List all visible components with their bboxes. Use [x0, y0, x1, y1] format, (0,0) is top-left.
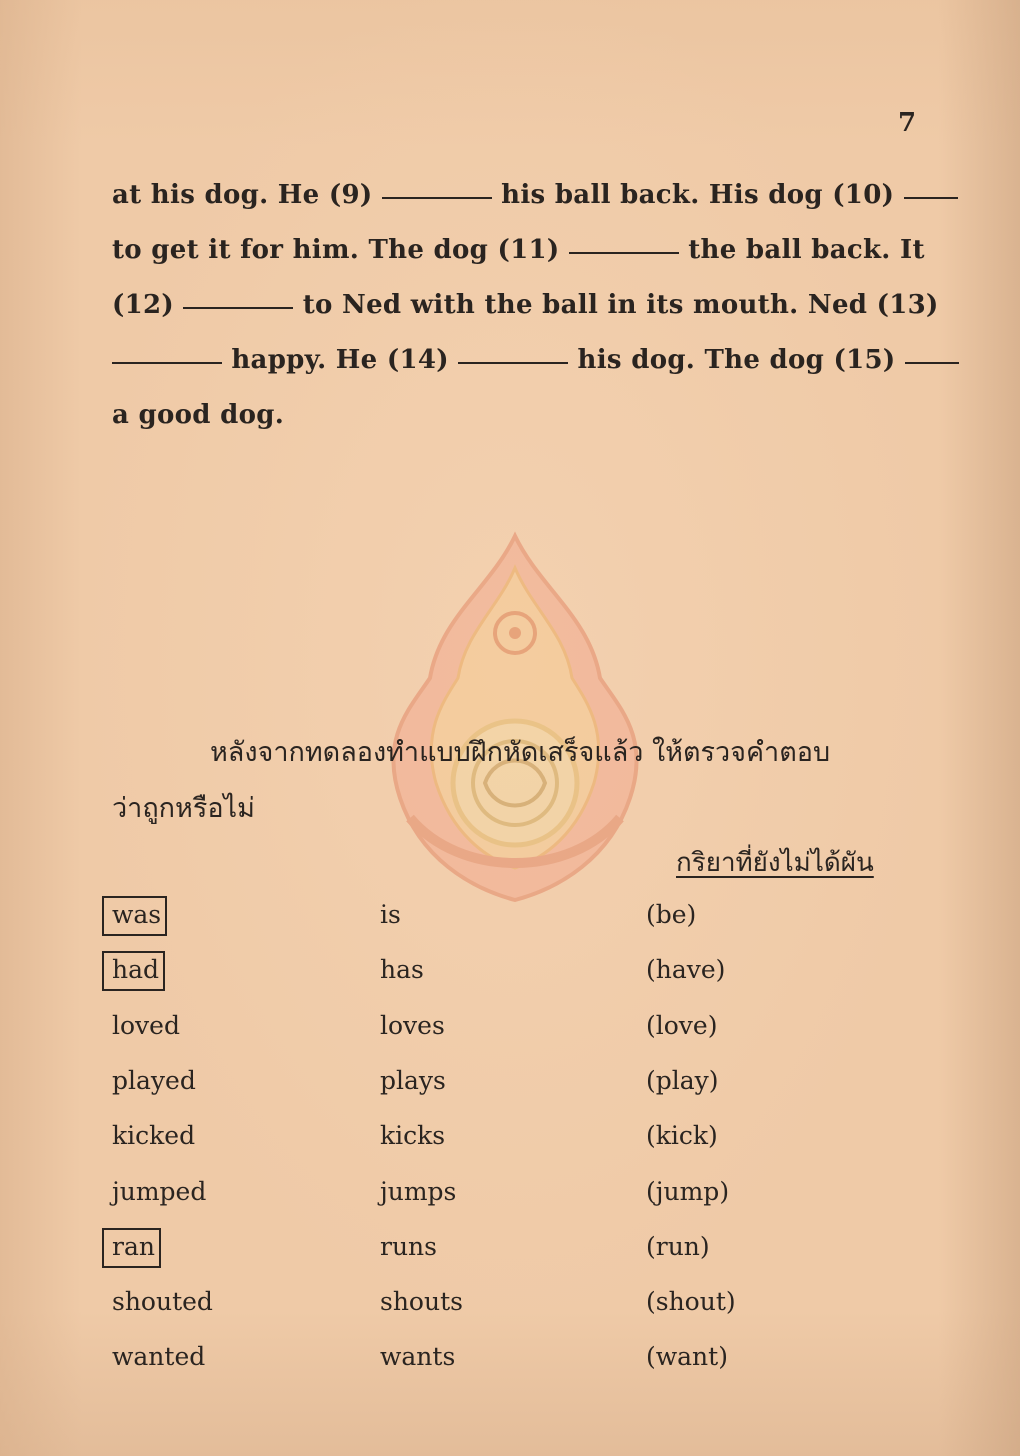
answer-blank-10	[904, 196, 958, 199]
present-tense: wants	[380, 1342, 456, 1371]
base-form: (love)	[646, 1011, 718, 1040]
answer-blank-11	[569, 251, 679, 254]
paragraph-line-3	[112, 290, 939, 320]
past-tense: jumped	[112, 1177, 207, 1206]
verb-row	[0, 1287, 1020, 1327]
base-verb-column-heading: กริยาที่ยังไม่ได้ผัน	[676, 848, 874, 878]
paragraph-text: (12)	[112, 290, 184, 320]
verb-row	[0, 1121, 1020, 1161]
instruction-line-1: หลังจากทดลองทำแบบฝึกหัดเสร็จแล้ว ให้ตรวจคำตอบ	[210, 737, 831, 768]
past-tense: played	[112, 1066, 196, 1095]
present-tense: shouts	[380, 1287, 463, 1316]
present-tense: runs	[380, 1232, 437, 1261]
answer-blank-13	[112, 361, 222, 364]
page-number: 7	[898, 108, 917, 138]
verb-row	[0, 1232, 1020, 1272]
instruction-line-2: ว่าถูกหรือไม่	[112, 793, 255, 824]
answer-blank-14	[458, 361, 568, 364]
paragraph-text: happy. He (14)	[222, 345, 459, 375]
base-form: (jump)	[646, 1177, 730, 1206]
present-tense: has	[380, 955, 424, 984]
paragraph-text: to get it for him. The dog (11)	[112, 235, 569, 265]
past-tense-boxed: was	[102, 896, 167, 936]
present-tense: kicks	[380, 1121, 446, 1150]
answer-blank-9	[382, 196, 492, 199]
verb-row	[0, 955, 1020, 995]
verb-row	[0, 1011, 1020, 1051]
base-form: (shout)	[646, 1287, 736, 1316]
answer-blank-15	[905, 361, 959, 364]
past-tense: shouted	[112, 1287, 213, 1316]
past-tense: wanted	[112, 1342, 206, 1371]
verb-row	[0, 1177, 1020, 1217]
paragraph-line-1	[112, 180, 914, 210]
present-tense: loves	[380, 1011, 445, 1040]
past-tense: kicked	[112, 1121, 196, 1150]
past-tense-boxed: ran	[102, 1228, 161, 1268]
paragraph-text: to Ned with the ball in its mouth. Ned (13)	[293, 290, 939, 320]
paragraph-line-4	[112, 345, 914, 375]
present-tense: is	[380, 900, 401, 929]
verb-row	[0, 1342, 1020, 1382]
base-form: (run)	[646, 1232, 710, 1261]
verb-row	[0, 900, 1020, 940]
base-form: (want)	[646, 1342, 728, 1371]
paragraph-line-2	[112, 235, 925, 265]
base-form: (kick)	[646, 1121, 718, 1150]
base-form: (play)	[646, 1066, 719, 1095]
paragraph-line-5	[112, 400, 914, 430]
verb-row	[0, 1066, 1020, 1106]
answer-blank-12	[183, 306, 293, 309]
paragraph-text: his dog. The dog (15)	[568, 345, 905, 375]
paragraph-text: at his dog. He (9)	[112, 180, 382, 210]
past-tense: loved	[112, 1011, 180, 1040]
base-form: (be)	[646, 900, 697, 929]
paragraph-text: a good dog.	[112, 400, 285, 430]
present-tense: jumps	[380, 1177, 457, 1206]
present-tense: plays	[380, 1066, 446, 1095]
past-tense-boxed: had	[102, 951, 165, 991]
paragraph-text: the ball back. It	[678, 235, 925, 265]
base-form: (have)	[646, 955, 726, 984]
watermark-seal-icon	[370, 528, 660, 908]
paragraph-text: his ball back. His dog (10)	[491, 180, 904, 210]
